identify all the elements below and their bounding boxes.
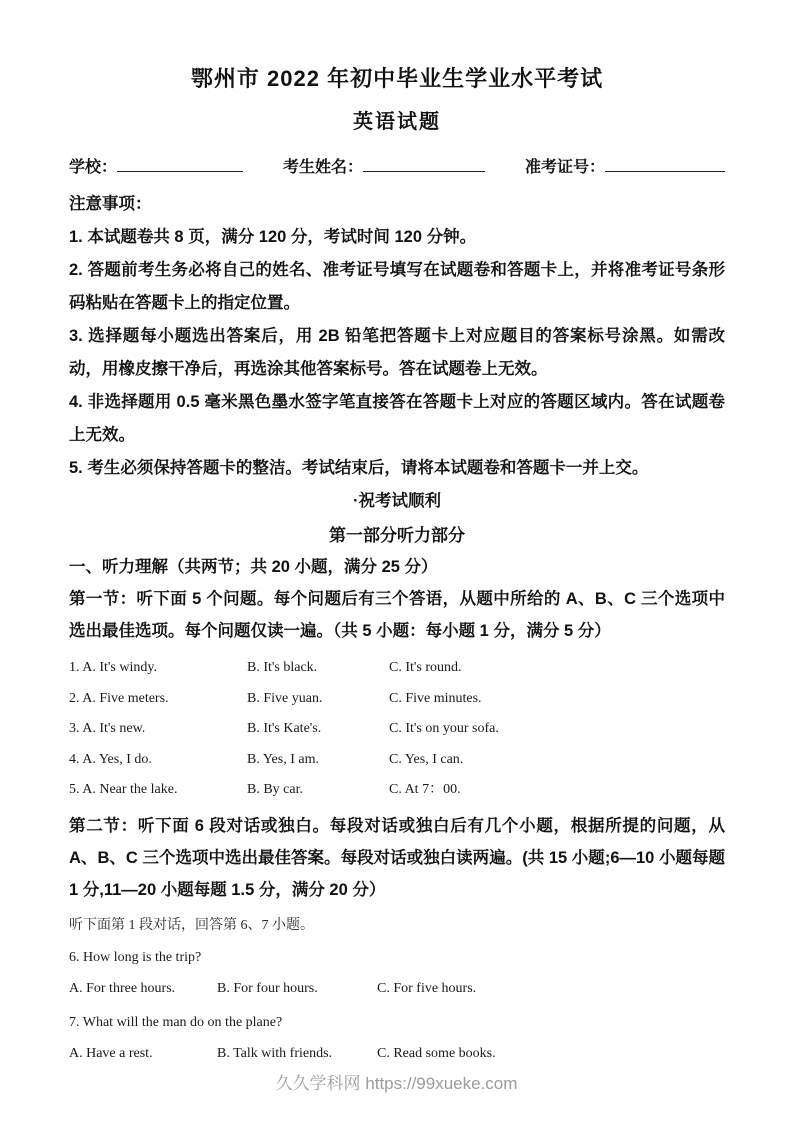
notice-item-1: 1. 本试题卷共 8 页，满分 120 分，考试时间 120 分钟。 xyxy=(69,228,477,246)
notice-item-3: 3. 选择题每小题选出答案后，用 2B 铅笔把答题卡上对应题目的答案标号涂黑。如需改动，用橡皮擦干净后，再选涂其他答案标号。答在试题卷上无效。 xyxy=(69,327,725,378)
notice-item-5: 5. 考生必须保持答题卡的整洁。考试结束后，请将本试题卷和答题卡一并上交。 xyxy=(69,459,649,477)
q1-option-c: C. It's round. xyxy=(389,660,462,675)
q6-option-b: B. For four hours. xyxy=(217,980,318,996)
admission-number-field xyxy=(525,156,725,178)
question-7-stem: 7. What will the man do on the plane? xyxy=(69,1014,283,1030)
candidate-name-label: 考生姓名： xyxy=(282,159,363,176)
site-watermark: 久久学科网 https://99xueke.com xyxy=(275,1074,518,1093)
q2-option-a: 2. A. Five meters. xyxy=(69,690,169,706)
q6-option-a: A. For three hours. xyxy=(69,980,176,996)
candidate-info-row xyxy=(69,156,725,178)
exam-subtitle: 英语试题 xyxy=(353,111,441,133)
q5-option-a: 5. A. Near the lake. xyxy=(69,782,178,797)
listening-section-title: 一、听力理解（共两节；共 20 小题，满分 25 分） xyxy=(69,558,438,576)
listening-questions-1-5 xyxy=(69,653,725,806)
candidate-name-field xyxy=(283,156,485,178)
listening-section2-intro: 第二节：听下面 6 段对话或独白。每段对话或独白后有几个小题，根据所提的问题，从 A、B、C 三个选项中选出最佳答案。每段对话或独白读两遍。(共 15 小题;6—10 小题每题 1 分,11—20 小题每题 1.5 分，满分 20 分） xyxy=(69,816,725,899)
school-label: 学校： xyxy=(69,159,118,176)
q5-option-b: B. By car. xyxy=(247,782,303,797)
q5-option-c: C. At 7：00. xyxy=(389,782,461,797)
question-6-options xyxy=(69,973,725,1004)
part1-heading: 第一部分听力部分 xyxy=(329,526,465,545)
question-1-options xyxy=(69,653,725,684)
school-field xyxy=(69,156,243,178)
notice-item-4: 4. 非选择题用 0.5 毫米黑色墨水签字笔直接答在答题卡上对应的答题区域内。答在试题卷上无效。 xyxy=(69,393,725,444)
q7-option-c: C. Read some books. xyxy=(377,1045,496,1061)
q1-option-a: 1. A. It's windy. xyxy=(69,660,157,675)
q4-option-c: C. Yes, I can. xyxy=(389,751,464,767)
admission-number-blank xyxy=(605,156,725,172)
q6-option-c: C. For five hours. xyxy=(377,980,477,996)
q3-option-a: 3. A. It's new. xyxy=(69,721,146,736)
question-5-options xyxy=(69,775,725,806)
q4-option-a: 4. A. Yes, I do. xyxy=(69,751,152,767)
q7-option-a: A. Have a rest. xyxy=(69,1045,153,1061)
notice-item-2: 2. 答题前考生务必将自己的姓名、准考证号填写在试题卷和答题卡上，并将准考证号条形码粘贴在答题卡上的指定位置。 xyxy=(69,261,725,312)
q7-option-b: B. Talk with friends. xyxy=(217,1045,333,1061)
q3-option-c: C. It's on your sofa. xyxy=(389,721,499,736)
q1-option-b: B. It's black. xyxy=(247,660,318,675)
admission-number-label: 准考证号： xyxy=(524,159,605,176)
candidate-name-blank xyxy=(363,156,485,172)
exam-wish-line: ·祝考试顺利 xyxy=(353,492,441,510)
q2-option-c: C. Five minutes. xyxy=(389,690,482,706)
school-blank xyxy=(117,156,243,172)
question-4-options xyxy=(69,745,725,776)
dialog1-instruction: 听下面第 1 段对话，回答第 6、7 小题。 xyxy=(69,917,314,933)
exam-title: 鄂州市 2022 年初中毕业生学业水平考试 xyxy=(190,66,604,91)
q2-option-b: B. Five yuan. xyxy=(247,690,323,706)
listening-section1-intro: 第一节：听下面 5 个问题。每个问题后有三个答语，从题中所给的 A、B、C 三个选项中选出最佳选项。每个问题仅读一遍。（共 5 小题：每小题 1 分，满分 5 分） xyxy=(69,590,725,640)
question-2-options xyxy=(69,684,725,715)
question-7-options xyxy=(69,1038,725,1069)
q4-option-b: B. Yes, I am. xyxy=(247,751,319,767)
notice-heading: 注意事项： xyxy=(69,195,152,213)
question-3-options xyxy=(69,714,725,745)
question-6-stem: 6. How long is the trip? xyxy=(69,949,202,965)
q3-option-b: B. It's Kate's. xyxy=(247,721,322,736)
